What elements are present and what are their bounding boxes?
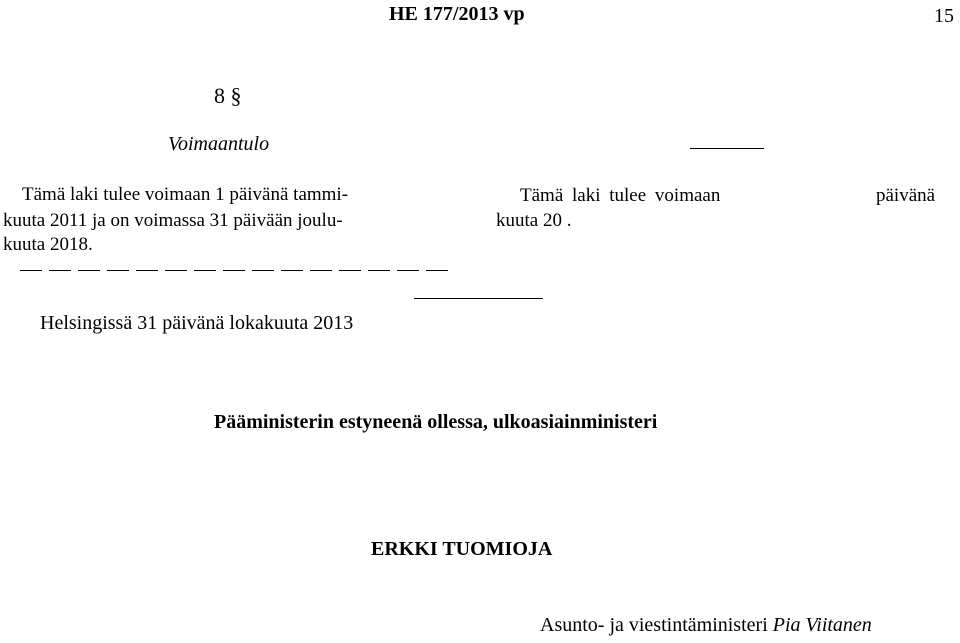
dash-segment bbox=[281, 270, 303, 271]
dash-segment bbox=[20, 270, 42, 271]
short-separator-rule bbox=[690, 148, 764, 149]
dash-segment bbox=[397, 270, 419, 271]
cosignatory-name: Pia Viitanen bbox=[772, 614, 872, 636]
dash-segment bbox=[339, 270, 361, 271]
dash-segment bbox=[252, 270, 274, 271]
right-paragraph-line-1-end: päivänä bbox=[876, 185, 936, 206]
dash-segment bbox=[49, 270, 71, 271]
dash-segment bbox=[78, 270, 100, 271]
dash-segment bbox=[107, 270, 129, 271]
left-paragraph-line-2: kuuta 2011 ja on voimassa 31 päivään joulu- bbox=[3, 210, 343, 231]
dash-segment bbox=[310, 270, 332, 271]
place-and-date: Helsingissä 31 päivänä lokakuuta 2013 bbox=[40, 312, 354, 334]
dashed-separator bbox=[20, 270, 448, 271]
left-paragraph-line-1: Tämä laki tulee voimaan 1 päivänä tammi- bbox=[22, 184, 349, 205]
section-number: 8 § bbox=[214, 83, 242, 108]
right-paragraph-line-2: kuuta 20 . bbox=[496, 210, 572, 231]
dash-segment bbox=[194, 270, 216, 271]
signatory-name: ERKKI TUOMIOJA bbox=[371, 538, 553, 560]
left-paragraph-line-3: kuuta 2018. bbox=[3, 234, 93, 255]
signatory-role: Pääministerin estyneenä ollessa, ulkoasiainministeri bbox=[214, 411, 658, 433]
page-number: 15 bbox=[934, 5, 954, 27]
cosignatory-role: Asunto- ja viestintäministeri bbox=[540, 614, 768, 636]
dash-segment bbox=[368, 270, 390, 271]
dash-segment bbox=[136, 270, 158, 271]
cosignatory bbox=[540, 614, 872, 637]
dash-segment bbox=[223, 270, 245, 271]
dash-segment bbox=[165, 270, 187, 271]
document-id-heading: HE 177/2013 vp bbox=[389, 3, 525, 25]
middle-separator-rule bbox=[414, 298, 543, 299]
right-paragraph-line-1-start: Tämä laki tulee voimaan bbox=[520, 185, 721, 206]
dash-segment bbox=[426, 270, 448, 271]
section-heading: Voimaantulo bbox=[168, 133, 270, 155]
